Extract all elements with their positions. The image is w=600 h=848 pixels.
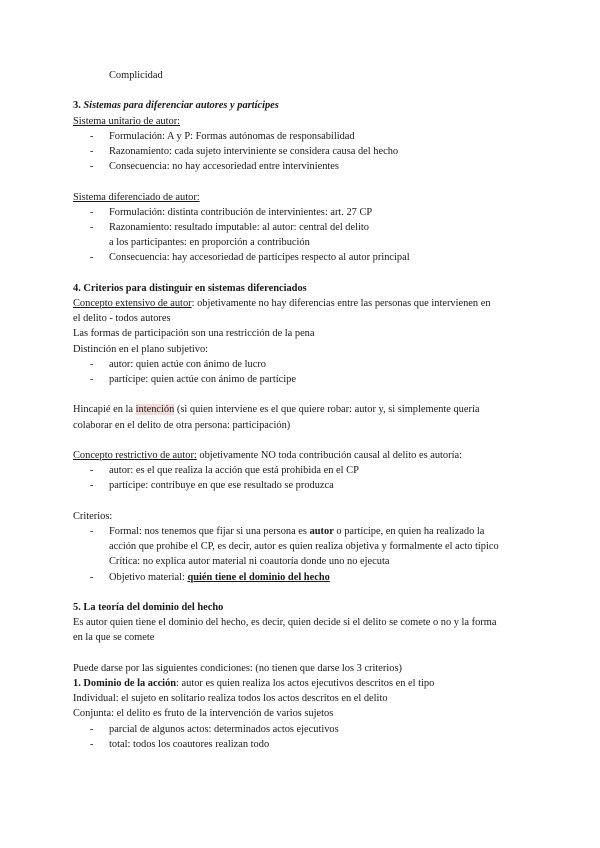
list-item: - Formulación: distinta contribución de intervinientes: art. 27 CP [90, 206, 373, 218]
highlighted-word: intención [135, 404, 175, 416]
list-item: - Razonamiento: cada sujeto interviniente se considera causa del hecho [90, 146, 399, 157]
list-item: - partícipe: contribuye en que ese resultado se produzca [90, 480, 334, 492]
list-item: - Formulación: A y P: Formas autónomas de responsabilidad [90, 130, 355, 142]
hincapie-cont: colaborar en el delito de otra persona: participación) [73, 419, 291, 431]
list-item-continuation: acción que prohíbe el CP, es decir, autor es quien realiza objetiva y formalmente el acto típico [109, 541, 499, 553]
formas-line: Las formas de participación son una restricción de la pena [73, 328, 315, 340]
list-item: - Razonamiento: resultado imputable: al autor: central del delito [90, 222, 369, 233]
list-item: - autor: quien actúe con ánimo de lucro [90, 358, 266, 370]
hincapie-line: Hincapié en la intención (si quien interviene es el que quiere robar: autor y, si simplemente quería [73, 404, 480, 416]
section-3-heading [73, 98, 543, 113]
puede-line: Puede darse por las siguientes condiciones: (no tienen que darse los 3 criterios) [73, 662, 402, 674]
individual-line: Individual: el sujeto en solitario realiza todos los actos descritos en el delito [73, 693, 388, 705]
list-item-continuation: Crítica: no explica autor material ni coautoría donde uno no ejecuta [109, 556, 390, 568]
extensivo-cont: el delito - todos autores [73, 313, 171, 325]
section-3-title: Sistemas para diferenciar autores y partícipes [83, 100, 279, 112]
criterios-label: Criterios: [73, 510, 113, 522]
diferenciado-heading: Sistema diferenciado de autor: [73, 191, 200, 203]
unitario-heading: Sistema unitario de autor: [73, 115, 181, 127]
list-item: - Objetivo material: quién tiene el dominio del hecho [90, 571, 330, 583]
section-4-title: 4. Criterios para distinguir en sistemas diferenciados [73, 282, 307, 294]
top-line: Complicidad [109, 70, 163, 81]
s5-text2: en la que se comete [73, 632, 155, 644]
conjunta-line: Conjunta: el delito es fruto de la intervención de varios sujetos [73, 708, 334, 720]
extensivo-line: Concepto extensivo de autor: objetivamente no hay diferencias entre las personas que intervienen en [73, 298, 491, 309]
list-item: - Consecuencia: hay accesoriedad de partícipes respecto al autor principal [90, 252, 410, 264]
section-5-title: 5. La teoría del dominio del hecho [73, 602, 224, 613]
restrictivo-line: Concepto restrictivo de autor: objetivamente NO toda contribución causal al delito es autoría: [73, 450, 462, 461]
list-item: - total: todos los coautores realizan todo [90, 738, 270, 750]
section-3-number: 3. [73, 100, 81, 112]
distincion-line: Distinción en el plano subjetivo: [73, 343, 209, 355]
list-item: - Formal: nos tenemos que fijar si una persona es autor o partícipe, en quien ha realizado la [90, 526, 485, 537]
list-item: - autor: es el que realiza la acción que está prohibida en el CP [90, 465, 359, 477]
list-item-continuation: a los participantes: en proporción a contribución [109, 237, 310, 249]
list-item: - partícipe: quien actúe con ánimo de partícipe [90, 374, 296, 386]
list-item: - parcial de algunos actos: determinados actos ejecutivos [90, 723, 339, 735]
list-item: - Consecuencia: no hay accesoriedad entre intervinientes [90, 161, 339, 173]
s5-text1: Es autor quien tiene el dominio del hecho, es decir, quien decide si el delito se comete o no y la forma [73, 617, 497, 629]
dominio-line: 1. Dominio de la acción: autor es quien realiza los actos ejecutivos descritos en el tipo [73, 678, 435, 689]
document-page [73, 68, 543, 752]
